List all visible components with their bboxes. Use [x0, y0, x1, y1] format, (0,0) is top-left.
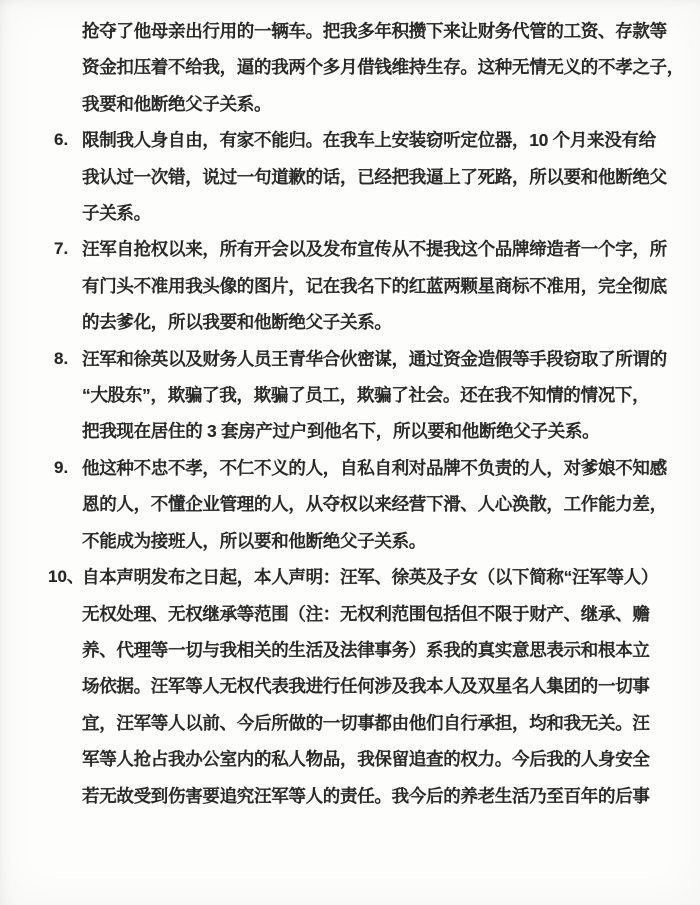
statement-text-block	[48, 13, 684, 814]
text-line: 场依据。汪军等人无权代表我进行任何涉及我本人及双星名人集团的一切事	[82, 676, 650, 697]
text-line: 我认过一次错，说过一句道歉的话，已经把我逼上了死路，所以要和他断绝父	[82, 166, 667, 187]
text-line: 恩的人，不懂企业管理的人，从夺权以来经营下滑、人心涣散，工作能力差，	[82, 494, 667, 515]
list-item-number: 6.	[54, 130, 69, 150]
text-line: 有门头不准用我头像的图片，记在我名下的红蓝两颗星商标不准用，完全彻底	[82, 275, 667, 296]
list-item-number: 9.	[54, 457, 69, 477]
list-item-number: 10、	[48, 567, 84, 587]
text-line: “大股东”，欺骗了我，欺骗了员工，欺骗了社会。还在我不知情的情况下，	[82, 385, 650, 406]
list-item-10	[48, 559, 682, 814]
text-line: 无权处理、无权继承等范围（注：无权利范围包括但不限于财产、继承、赡	[82, 603, 650, 624]
text-line: 养、代理等一切与我相关的生活及法律事务）系我的真实意思表示和根本立	[82, 639, 650, 660]
text-line: 军等人抢占我办公室内的私人物品，我保留追查的权力。今后我的人身安全	[82, 749, 650, 770]
list-item-7	[54, 231, 682, 340]
text-line: 汪军自抢权以来，所有开会以及发布宣传从不提我这个品牌缔造者一个字，所	[82, 239, 667, 260]
text-line: 限制我人身自由，有家不能归。在我车上安装窃听定位器，10 个月来没有给	[82, 130, 656, 151]
text-line: 抢夺了他母亲出行用的一辆车。把我多年积攒下来让财务代管的工资、存款等	[82, 21, 667, 41]
text-line: 他这种不忠不孝，不仁不义的人，自私自利对品牌不负责的人，对爹娘不知感	[82, 457, 667, 478]
text-line: 宜，汪军等人以前、今后所做的一切事都由他们自行承担，均和我无关。汪	[82, 712, 650, 733]
text-line: 自本声明发布之日起，本人声明：汪军、徐英及子女（以下简称“汪军等人）	[82, 567, 659, 588]
list-item-6	[54, 122, 682, 231]
text-line: 的去爹化，所以我要和他断绝父子关系。	[82, 312, 392, 333]
text-line: 不能成为接班人，所以要和他断绝父子关系。	[82, 530, 426, 551]
text-line: 我要和他断绝父子关系。	[82, 93, 272, 114]
list-item-number: 7.	[54, 239, 69, 259]
list-item-number: 8.	[54, 348, 69, 368]
list-item-8	[54, 341, 682, 450]
paragraph-continuation	[82, 13, 682, 122]
text-line: 把我现在居住的 3 套房产过户到他名下，所以要和他断绝父子关系。	[82, 421, 600, 442]
text-line: 汪军和徐英以及财务人员王青华合伙密谋，通过资金造假等手段窃取了所谓的	[82, 348, 667, 369]
text-line: 若无故受到伤害要追究汪军等人的责任。我今后的养老生活乃至百年的后事	[82, 785, 650, 806]
text-line: 资金扣压着不给我，逼的我两个多月借钱维持生存。这种无情无义的不孝之子，	[82, 57, 684, 78]
list-item-9	[54, 450, 682, 559]
text-line: 子关系。	[82, 203, 151, 224]
